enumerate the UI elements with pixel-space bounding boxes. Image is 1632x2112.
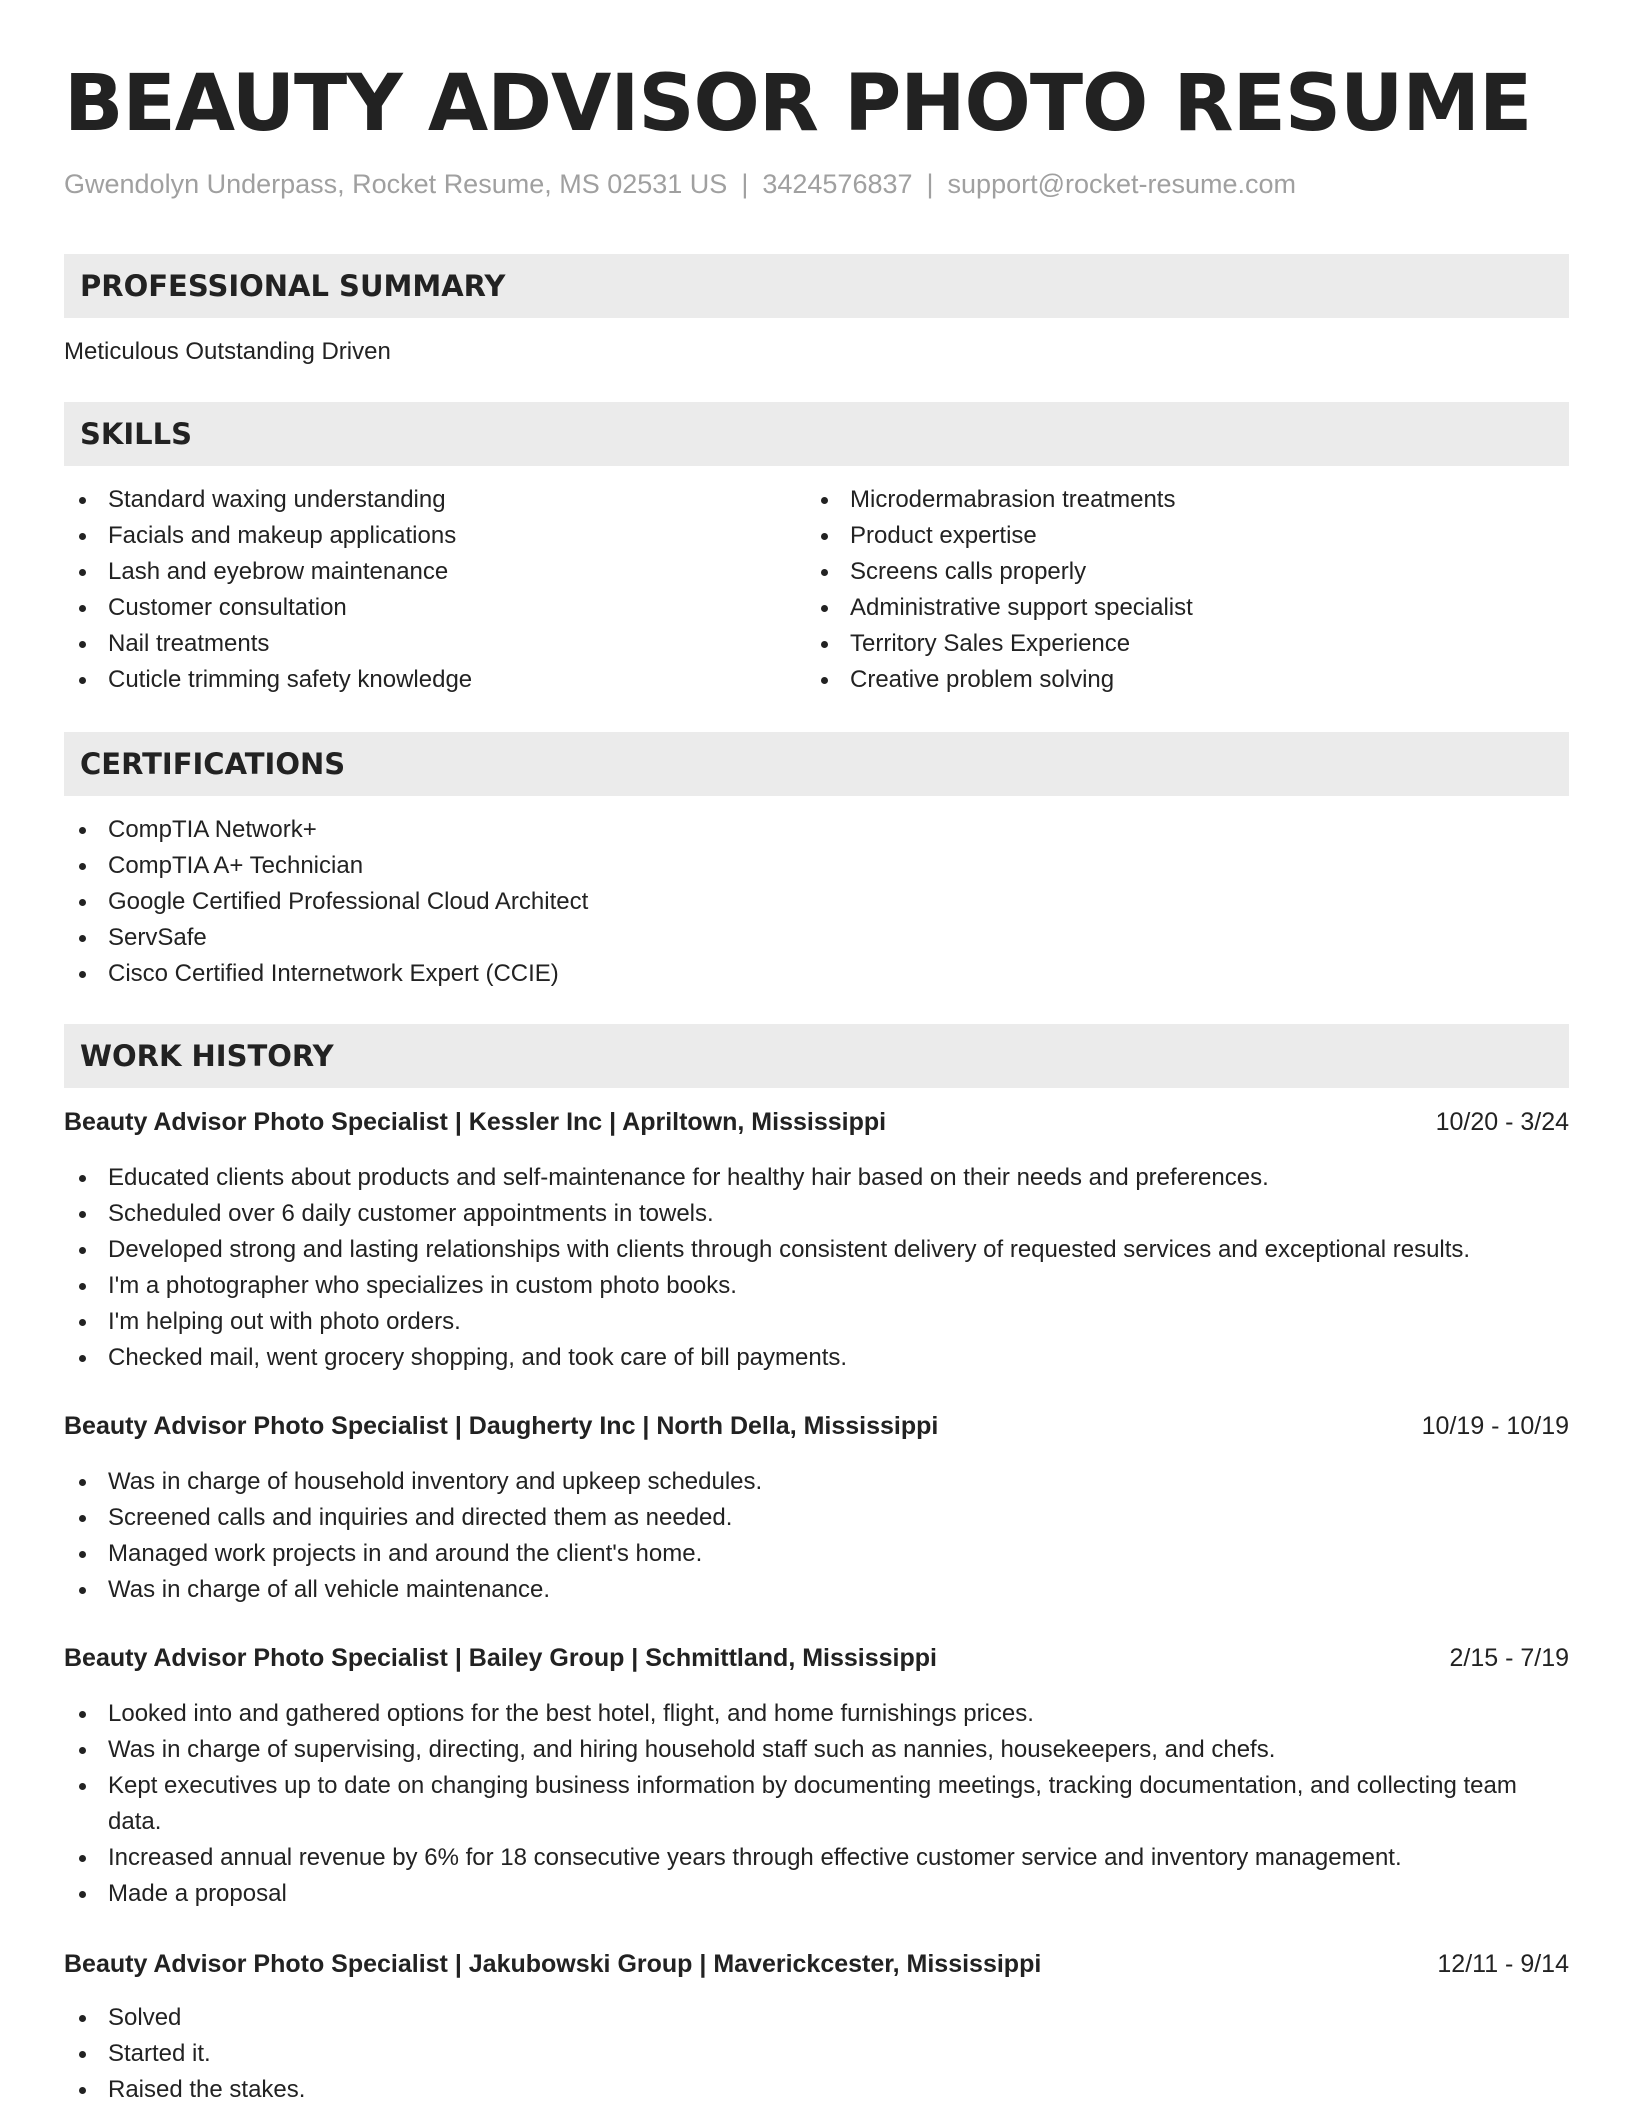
skill-item: Creative problem solving [806, 662, 1546, 698]
job-bullet: I'm helping out with photo orders. [64, 1304, 1569, 1340]
certification-item: CompTIA A+ Technician [64, 848, 1569, 884]
job-dates: 10/20 - 3/24 [1435, 1108, 1569, 1136]
section-header-work-history [64, 1024, 1569, 1088]
section-header-skills [64, 402, 1569, 466]
job-bullet: Screened calls and inquiries and directed them as needed. [64, 1500, 1569, 1536]
job-bullet: Checked mail, went grocery shopping, and took care of bill payments. [64, 1340, 1569, 1376]
summary-text: Meticulous Outstanding Driven [64, 338, 391, 365]
job-bullet: I'm a photographer who specializes in custom photo books. [64, 1268, 1569, 1304]
contact-phone: 3424576837 [762, 169, 913, 199]
contact-line [64, 166, 1296, 202]
skill-item: Territory Sales Experience [806, 626, 1546, 662]
job-bullet: Was in charge of all vehicle maintenance. [64, 1572, 1569, 1608]
section-header-summary [64, 254, 1569, 318]
job-dates: 10/19 - 10/19 [1421, 1412, 1569, 1440]
job-heading [64, 1104, 1569, 1140]
skill-item: Nail treatments [64, 626, 804, 662]
job-title: Beauty Advisor Photo Specialist | Daugherty Inc | North Della, Mississippi [64, 1412, 939, 1440]
job-title: Beauty Advisor Photo Specialist | Bailey Group | Schmittland, Mississippi [64, 1644, 937, 1672]
job-bullet: Looked into and gathered options for the best hotel, flight, and home furnishings prices. [64, 1696, 1524, 1732]
section-title: PROFESSIONAL SUMMARY [80, 269, 506, 303]
job-bullet: Increased annual revenue by 6% for 18 consecutive years through effective customer service and inventory management. [64, 1840, 1524, 1876]
job-heading [64, 1946, 1569, 1982]
section-header-certifications [64, 732, 1569, 796]
skill-item: Facials and makeup applications [64, 518, 804, 554]
job-bullets [64, 1160, 1569, 1376]
job-bullet: Started it. [64, 2036, 1569, 2072]
skill-item: Administrative support specialist [806, 590, 1546, 626]
section-title: WORK HISTORY [80, 1039, 334, 1073]
certification-item: ServSafe [64, 920, 1569, 956]
section-title: SKILLS [80, 417, 192, 451]
job-heading [64, 1640, 1569, 1676]
job-bullet: Made a proposal [64, 1876, 1524, 1912]
job-bullet: Scheduled over 6 daily customer appointments in towels. [64, 1196, 1569, 1232]
job-bullet: Educated clients about products and self-maintenance for healthy hair based on their needs and preferences. [64, 1160, 1569, 1196]
job-bullet: Solved [64, 2000, 1569, 2036]
skill-item: Screens calls properly [806, 554, 1546, 590]
job-bullets [64, 2000, 1569, 2108]
skill-item: Lash and eyebrow maintenance [64, 554, 804, 590]
job-bullet: Managed work projects in and around the client's home. [64, 1536, 1569, 1572]
skills-list-left [64, 482, 804, 698]
job-bullet: Raised the stakes. [64, 2072, 1569, 2108]
job-title: Beauty Advisor Photo Specialist | Kessler Inc | Apriltown, Mississippi [64, 1108, 887, 1136]
contact-separator: | [741, 169, 749, 199]
job-bullet: Kept executives up to date on changing business information by documenting meetings, tracking documentation, and collecting team data. [64, 1768, 1524, 1840]
job-bullets [64, 1696, 1524, 1912]
job-dates: 12/11 - 9/14 [1437, 1950, 1569, 1978]
skills-list-right [806, 482, 1546, 698]
contact-address: Gwendolyn Underpass, Rocket Resume, MS 02531 US [64, 169, 728, 199]
certification-item: Cisco Certified Internetwork Expert (CCIE) [64, 956, 1569, 992]
job-dates: 2/15 - 7/19 [1449, 1644, 1569, 1672]
skill-item: Cuticle trimming safety knowledge [64, 662, 804, 698]
job-bullet: Was in charge of supervising, directing, and hiring household staff such as nannies, housekeepers, and chefs. [64, 1732, 1524, 1768]
skill-item: Microdermabrasion treatments [806, 482, 1546, 518]
certification-item: Google Certified Professional Cloud Architect [64, 884, 1569, 920]
job-bullet: Developed strong and lasting relationships with clients through consistent delivery of requested services and exceptional results. [64, 1232, 1569, 1268]
skill-item: Customer consultation [64, 590, 804, 626]
certifications-list [64, 812, 1569, 992]
certification-item: CompTIA Network+ [64, 812, 1569, 848]
resume-title: BEAUTY ADVISOR PHOTO RESUME [64, 59, 1532, 149]
contact-email: support@rocket-resume.com [947, 169, 1297, 199]
job-heading [64, 1408, 1569, 1444]
contact-separator: | [926, 169, 934, 199]
skill-item: Product expertise [806, 518, 1546, 554]
job-bullet: Was in charge of household inventory and upkeep schedules. [64, 1464, 1569, 1500]
job-title: Beauty Advisor Photo Specialist | Jakubowski Group | Maverickcester, Mississippi [64, 1950, 1042, 1978]
section-title: CERTIFICATIONS [80, 747, 346, 781]
skill-item: Standard waxing understanding [64, 482, 804, 518]
job-bullets [64, 1464, 1569, 1608]
